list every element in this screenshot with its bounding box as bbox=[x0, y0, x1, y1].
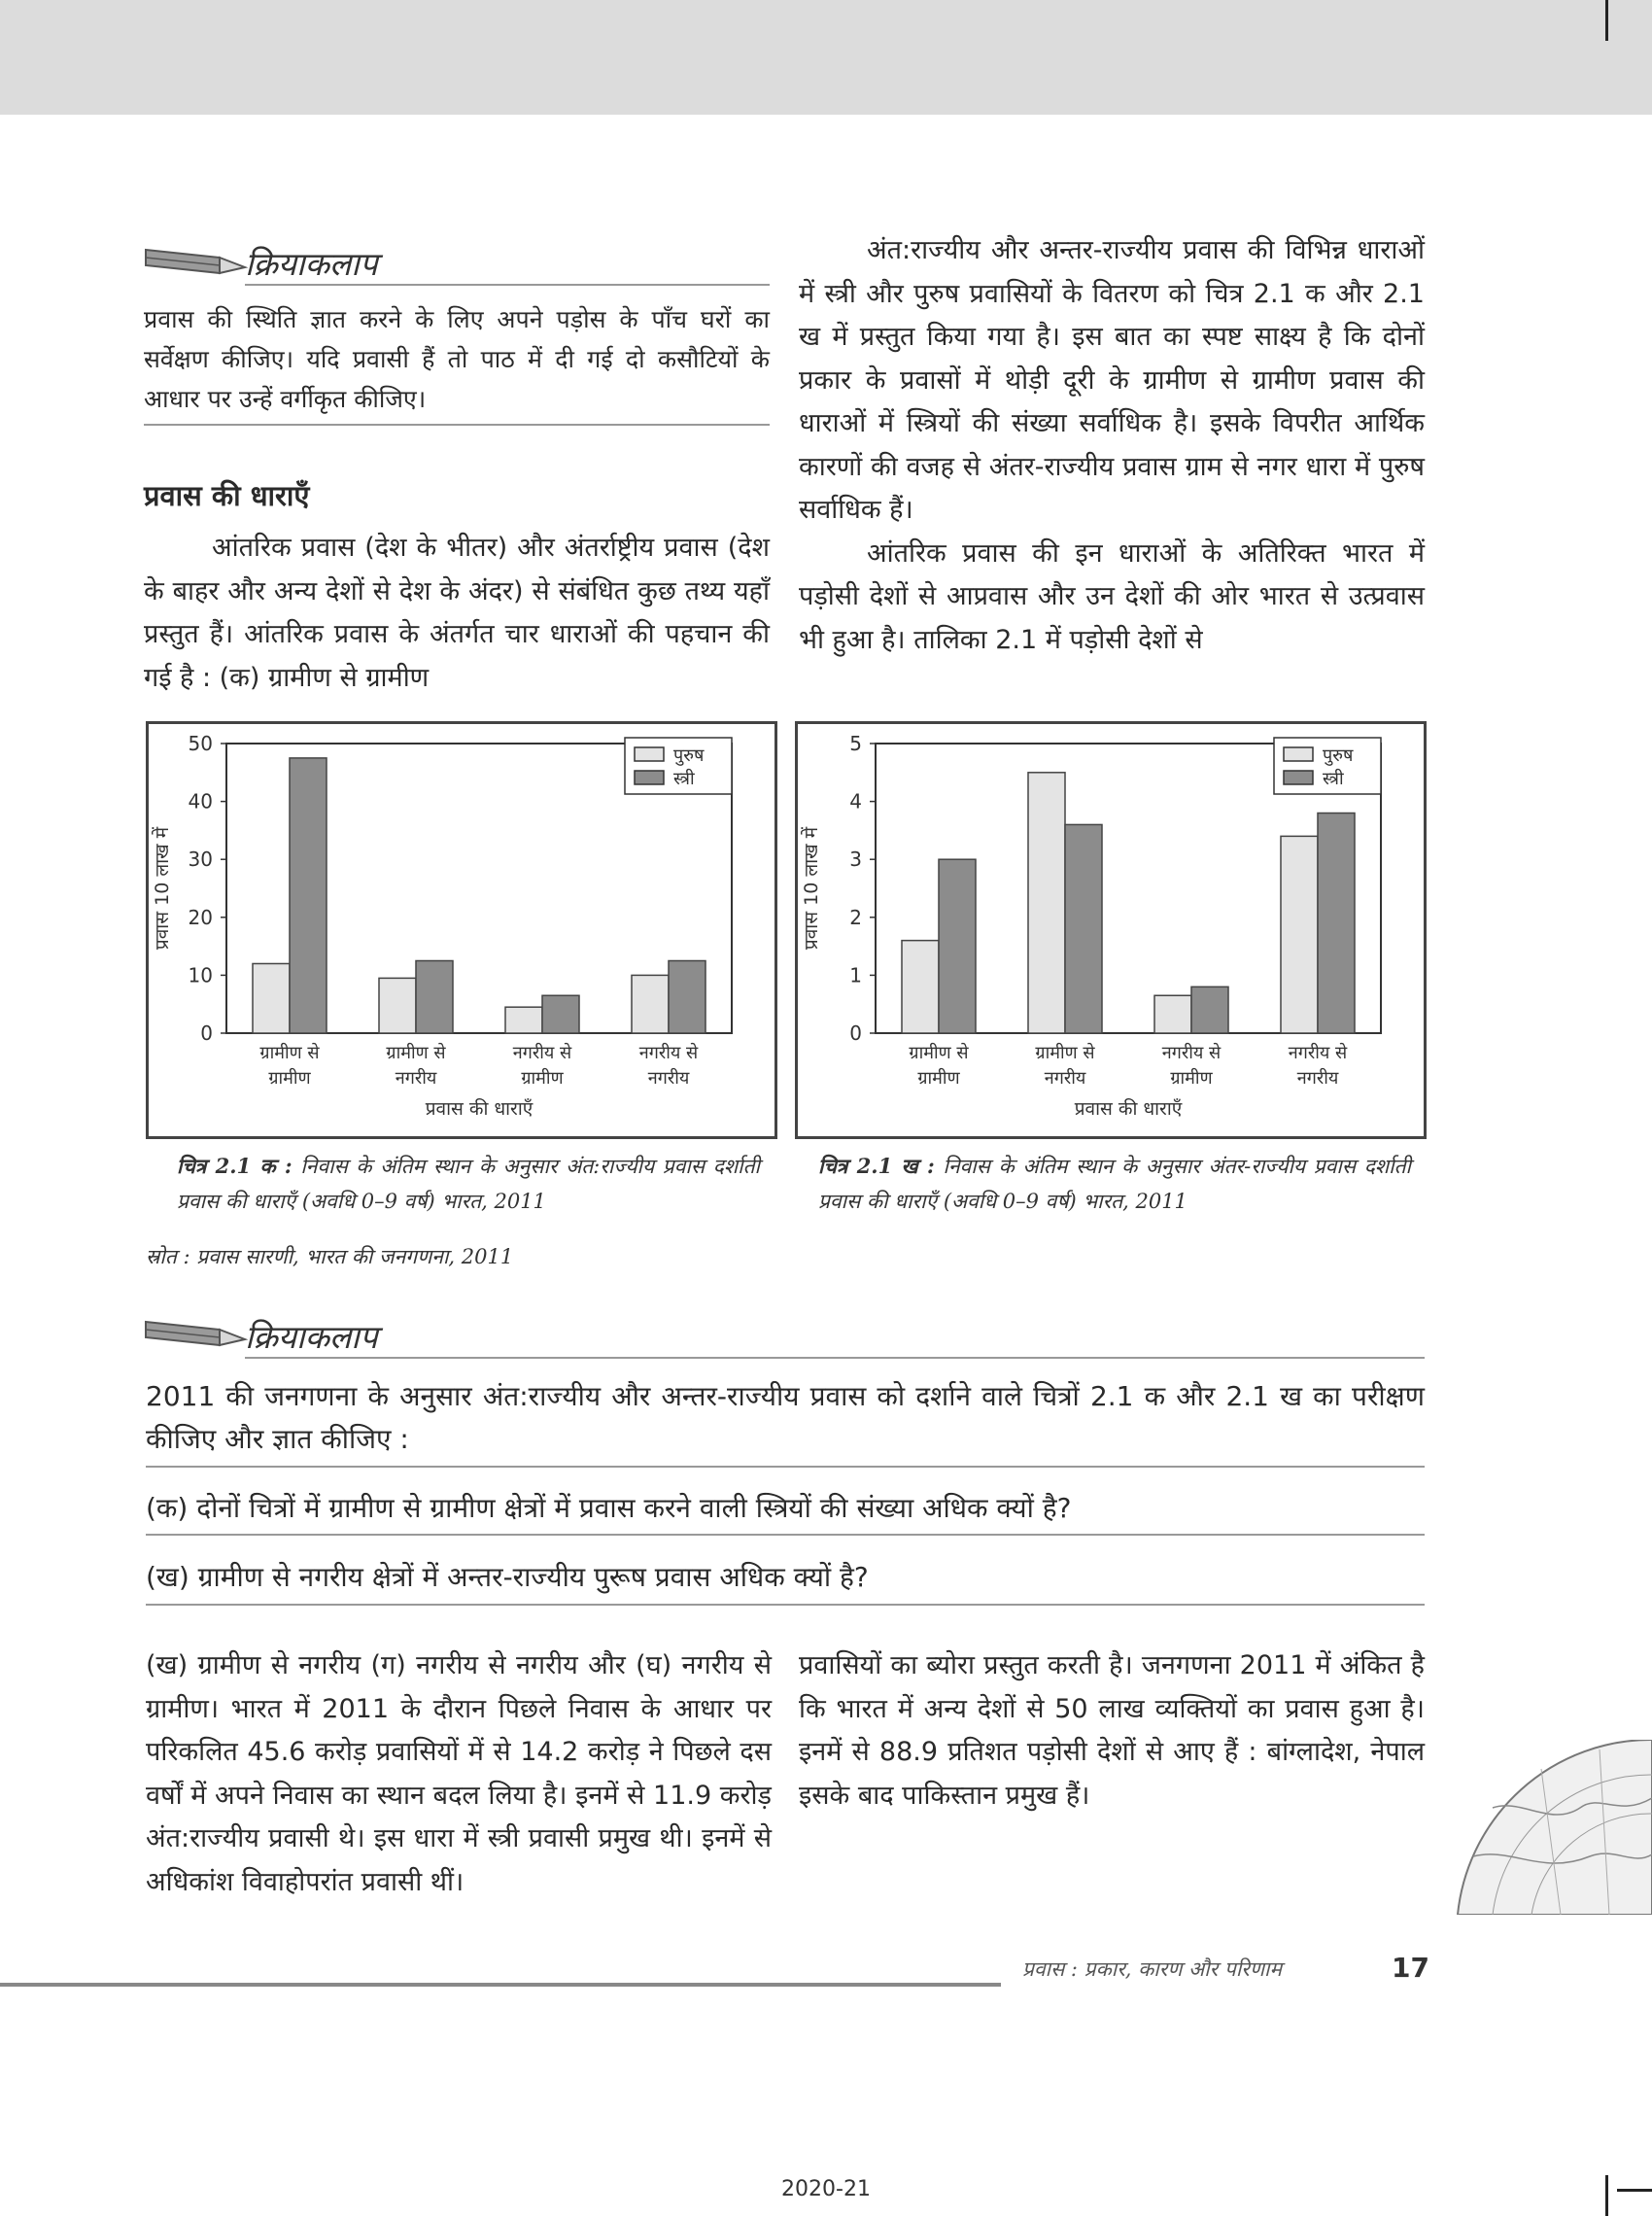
bar-female bbox=[1191, 987, 1228, 1033]
pencil-icon bbox=[144, 1310, 251, 1349]
chart-a bbox=[149, 724, 774, 1136]
y-tick-label: 0 bbox=[849, 1021, 862, 1045]
bar-male bbox=[505, 1007, 542, 1033]
right-para-1: अंत:राज्यीय और अन्तर-राज्यीय प्रवास की विभिन्न धाराओं में स्त्री और पुरुष प्रवासियों के वितरण को चित्र 2.1 क और 2.1 ख में प्रस्तुत किया गया है। इस बात का स्पष्ट साक्ष्य है कि दोनों प्रकार के प्रवासों में थोड़ी दूरी के ग्रामीण से ग्रामीण प्रवास की धाराओं में स्त्रियों की संख्या सर्वाधिक है। इसके विपरीत आर्थिक कारणों की वजह से अंतर-राज्यीय प्रवास ग्राम से नगर धारा में पुरुष सर्वाधिक हैं। bbox=[799, 235, 1425, 525]
bar-female bbox=[542, 995, 579, 1033]
activity-title: क्रियाकलाप bbox=[245, 1318, 378, 1356]
caption-fig-b bbox=[818, 1149, 1411, 1219]
x-tick-label: ग्रामीण bbox=[268, 1068, 311, 1089]
x-tick-label: ग्रामीण से bbox=[259, 1043, 320, 1063]
footer-rule bbox=[0, 1983, 1001, 1987]
divider bbox=[146, 1604, 1425, 1606]
x-axis-label: प्रवास की धाराएँ bbox=[1074, 1098, 1183, 1120]
bar-male bbox=[902, 941, 939, 1033]
bar-male bbox=[1281, 836, 1318, 1033]
x-tick-label: नगरीय bbox=[395, 1068, 437, 1089]
y-tick-label: 10 bbox=[188, 963, 213, 987]
legend-swatch-female bbox=[635, 771, 664, 784]
y-tick-label: 20 bbox=[188, 905, 213, 929]
bar-female bbox=[1065, 824, 1102, 1033]
legend-swatch-male bbox=[1284, 747, 1313, 761]
x-tick-label: ग्रामीण bbox=[1170, 1068, 1213, 1089]
x-tick-label: ग्रामीण bbox=[917, 1068, 960, 1089]
question-kha: (ख) ग्रामीण से नगरीय क्षेत्रों में अन्तर-राज्यीय पुरूष प्रवास अधिक क्यों है? bbox=[146, 1561, 869, 1593]
bar-female bbox=[290, 758, 327, 1033]
legend-label-male: पुरुष bbox=[1323, 745, 1354, 766]
section-heading: प्रवास की धाराएँ bbox=[144, 479, 310, 512]
x-axis-label: प्रवास की धाराएँ bbox=[425, 1098, 533, 1120]
legend-label-female: स्त्री bbox=[1323, 769, 1344, 789]
activity-title: क्रियाकलाप bbox=[245, 245, 378, 283]
pencil-icon bbox=[144, 238, 251, 277]
y-tick-label: 1 bbox=[849, 963, 862, 987]
footer-title: प्रवास : प्रकार, कारण और परिणाम bbox=[1022, 1957, 1283, 1981]
top-band bbox=[0, 0, 1652, 115]
chart-b bbox=[798, 724, 1424, 1136]
year-stamp: 2020-21 bbox=[781, 2177, 871, 2201]
x-tick-label: ग्रामीण से bbox=[1035, 1043, 1095, 1063]
legend-label-male: पुरुष bbox=[673, 745, 705, 766]
activity-intro: 2011 की जनगणना के अनुसार अंत:राज्यीय और अन्तर-राज्यीय प्रवास को दर्शाने वाले चित्रों 2.1 क और 2.1 ख का परीक्षण कीजिए और ज्ञात कीजिए : bbox=[146, 1380, 1425, 1455]
y-tick-label: 50 bbox=[188, 732, 213, 755]
divider bbox=[146, 1466, 1425, 1468]
chart-b-frame bbox=[795, 721, 1427, 1139]
caption-fig-b-label: चित्र 2.1 ख : bbox=[818, 1154, 935, 1178]
bar-female bbox=[416, 961, 453, 1034]
crop-mark bbox=[1605, 0, 1608, 41]
divider bbox=[245, 284, 770, 286]
divider bbox=[245, 1357, 1425, 1359]
caption-fig-a bbox=[177, 1149, 760, 1219]
activity-text: प्रवास की स्थिति ज्ञात करने के लिए अपने पड़ोस के पाँच घरों का सर्वेक्षण कीजिए। यदि प्रवासी हैं तो पाठ में दी गई दो कसौटियों के आधार पर उन्हें वर्गीकृत कीजिए। bbox=[144, 305, 770, 413]
divider bbox=[146, 1534, 1425, 1536]
globe-decoration-icon bbox=[1454, 1740, 1652, 1915]
y-axis-label: प्रवास 10 लाख में bbox=[152, 826, 173, 951]
y-tick-label: 2 bbox=[849, 905, 862, 929]
bar-female bbox=[1318, 814, 1355, 1033]
left-para-text: आंतरिक प्रवास (देश के भीतर) और अंतर्राष्ट्रीय प्रवास (देश के बाहर और अन्य देशों से देश के अंदर) से संबंधित कुछ तथ्य यहाँ प्रस्तुत हैं। आंतरिक प्रवास के अंतर्गत चार धाराओं की पहचान की गई है : (क) ग्रामीण से ग्रामीण bbox=[144, 533, 770, 693]
source-note: स्रोत : प्रवास सारणी, भारत की जनगणना, 2011 bbox=[146, 1245, 514, 1268]
right-paragraphs bbox=[799, 229, 1425, 662]
page-number: 17 bbox=[1392, 1952, 1429, 1984]
bottom-left-paragraph: (ख) ग्रामीण से नगरीय (ग) नगरीय से नगरीय और (घ) नगरीय से ग्रामीण। भारत में 2011 के दौरान पिछले निवास के आधार पर परिकलित 45.6 करोड़ प्रवासियों में से 14.2 करोड़ ने पिछले दस वर्षों में अपने निवास का स्थान बदल लिया है। इनमें से 11.9 करोड़ अंत:राज्यीय प्रवासी थे। इस धारा में स्त्री प्रवासी प्रमुख थी। इनमें से अधिकांश विवाहोपरांत प्रवासी थीं। bbox=[146, 1650, 772, 1897]
bar-female bbox=[669, 961, 706, 1034]
question-ka: (क) दोनों चित्रों में ग्रामीण से ग्रामीण क्षेत्रों में प्रवास करने वाली स्त्रियों की संख्या अधिक क्यों है? bbox=[146, 1492, 1072, 1524]
caption-fig-a-text: निवास के अंतिम स्थान के अनुसार अंत:राज्यीय प्रवास दर्शाती प्रवास की धाराएँ (अवधि 0–9 वर्ष) भारत, 2011 bbox=[177, 1155, 760, 1213]
caption-fig-a-label: चित्र 2.1 क : bbox=[177, 1154, 293, 1178]
bottom-right-paragraph: प्रवासियों का ब्योरा प्रस्तुत करती है। जनगणना 2011 में अंकित है कि भारत में अन्य देशों से 50 लाख व्यक्तियों का प्रवास हुआ है। इनमें से 88.9 प्रतिशत पड़ोसी देशों से आए हैं : बांग्लादेश, नेपाल इसके बाद पाकिस्तान प्रमुख हैं। bbox=[799, 1650, 1425, 1811]
x-tick-label: नगरीय से bbox=[1161, 1043, 1222, 1063]
x-tick-label: नगरीय bbox=[647, 1068, 690, 1089]
x-tick-label: नगरीय से bbox=[638, 1043, 699, 1063]
bar-male bbox=[379, 978, 416, 1033]
bar-male bbox=[1028, 773, 1065, 1033]
y-tick-label: 4 bbox=[849, 789, 862, 814]
x-tick-label: ग्रामीण से bbox=[909, 1043, 969, 1063]
x-tick-label: ग्रामीण bbox=[521, 1068, 564, 1089]
bar-male bbox=[253, 963, 290, 1033]
right-para-2: आंतरिक प्रवास की इन धाराओं के अतिरिक्त भारत में पड़ोसी देशों से आप्रवास और उन देशों की ओर भारत से उत्प्रवास भी हुआ है। तालिका 2.1 में पड़ोसी देशों से bbox=[799, 537, 1425, 655]
divider bbox=[144, 424, 770, 426]
y-axis-label: प्रवास 10 लाख में bbox=[801, 826, 822, 951]
y-tick-label: 30 bbox=[188, 848, 213, 872]
x-tick-label: नगरीय से bbox=[512, 1043, 572, 1063]
bar-male bbox=[1154, 995, 1191, 1033]
chart-a-frame bbox=[146, 721, 777, 1139]
y-tick-label: 40 bbox=[188, 789, 213, 814]
legend-swatch-male bbox=[635, 747, 664, 761]
x-tick-label: ग्रामीण से bbox=[386, 1043, 446, 1063]
caption-fig-b-text: निवास के अंतिम स्थान के अनुसार अंतर-राज्यीय प्रवास दर्शाती प्रवास की धाराएँ (अवधि 0–9 वर्ष) भारत, 2011 bbox=[818, 1155, 1412, 1213]
bar-male bbox=[632, 975, 669, 1033]
bar-female bbox=[939, 859, 976, 1033]
legend-swatch-female bbox=[1284, 771, 1313, 784]
x-tick-label: नगरीय bbox=[1044, 1068, 1086, 1089]
legend-label-female: स्त्री bbox=[673, 769, 695, 789]
left-paragraph bbox=[144, 527, 770, 700]
y-tick-label: 0 bbox=[200, 1021, 213, 1045]
x-tick-label: नगरीय से bbox=[1288, 1043, 1348, 1063]
y-tick-label: 3 bbox=[849, 848, 862, 872]
x-tick-label: नगरीय bbox=[1296, 1068, 1339, 1089]
y-tick-label: 5 bbox=[849, 732, 862, 755]
